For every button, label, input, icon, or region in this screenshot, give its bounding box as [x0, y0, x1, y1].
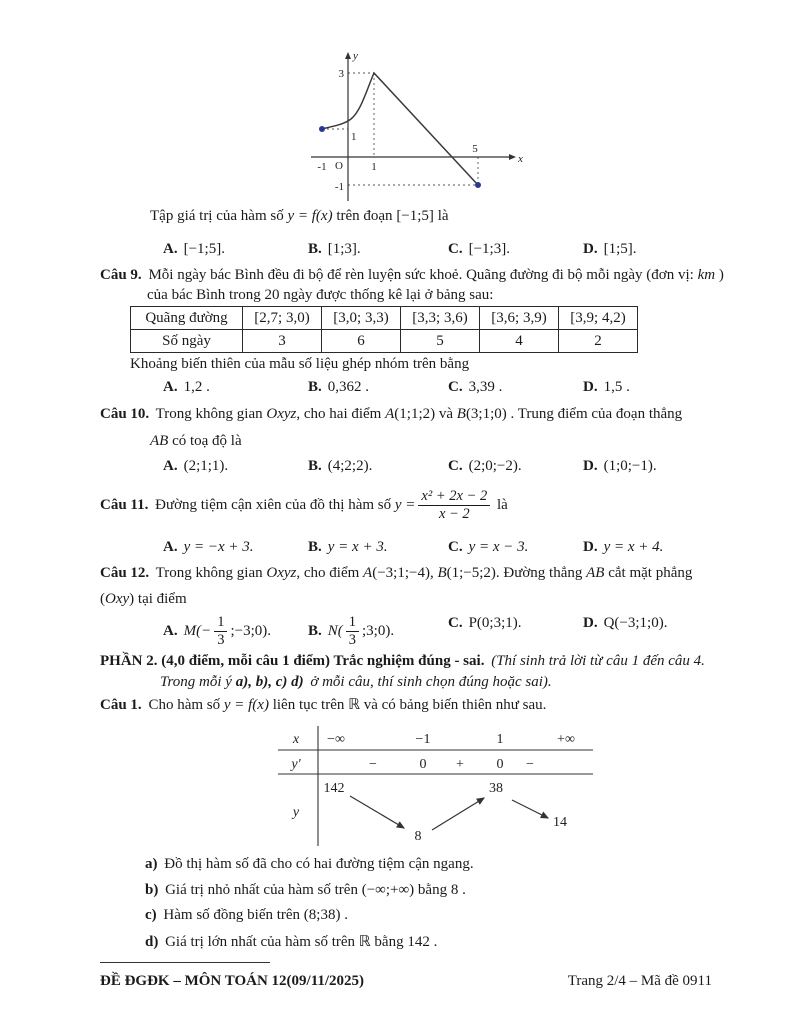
function-curve	[322, 73, 478, 185]
option-b-label: B.	[308, 379, 322, 395]
table-cell: 6	[322, 330, 401, 353]
option-d-text: Q(−3;1;0).	[603, 615, 668, 631]
option-b	[308, 241, 448, 258]
question-11-label: Câu 11.	[100, 497, 149, 514]
footer-divider	[100, 962, 270, 963]
tick-x-neg1: -1	[317, 161, 327, 173]
option-a-text: [−1;5].	[183, 241, 225, 257]
fraction-denominator: 3	[348, 632, 357, 649]
option-d-text: (1;0;−1).	[603, 458, 657, 474]
option-a-label: A.	[163, 458, 178, 474]
option-a-post: ;−3;0).	[230, 623, 272, 640]
option-d	[583, 458, 740, 475]
row-header-distance: Quãng đường	[131, 307, 243, 330]
bbt-x-pos-inf: +∞	[557, 732, 575, 747]
fraction-denominator: x − 2	[438, 506, 470, 523]
option-a	[163, 458, 308, 475]
x-axis-arrow	[509, 154, 516, 160]
y-axis-label: y	[353, 50, 358, 62]
bbt-zero-2: 0	[496, 757, 504, 772]
option-a-text: y = −x + 3.	[183, 539, 254, 555]
bbt-x-neg-inf: −∞	[327, 732, 345, 747]
option-b-label: B.	[308, 458, 322, 474]
option-a-label: A.	[163, 539, 178, 555]
option-c	[448, 615, 583, 648]
option-b-text: (4;2;2).	[327, 458, 373, 474]
bbt-yprime-header: y′	[291, 757, 301, 772]
part2-question-1-text: Câu 1. Cho hàm số y = f(x) liên tục trên ℝ và có bảng biến thiên như sau.	[100, 697, 547, 713]
option-a	[163, 379, 308, 396]
question-11-text	[100, 489, 508, 522]
option-c-text: [−1;3].	[468, 241, 510, 257]
option-d-text: [1;5].	[603, 241, 637, 257]
option-d	[583, 539, 740, 556]
option-d-label: D.	[583, 458, 598, 474]
table-cell: [2,7; 3,0)	[243, 307, 322, 330]
option-a-pre: M(−	[183, 623, 212, 640]
option-a	[163, 241, 308, 258]
fraction-numerator: 1	[214, 615, 227, 632]
option-a-label: A.	[163, 241, 178, 257]
part2-header-line1: PHẦN 2. (4,0 điểm, mỗi câu 1 điểm) Trắc nghiệm đúng - sai. (Thí sinh trả lời từ câu 1 đến câu 4.	[100, 653, 705, 669]
option-b-text: 0,362 .	[327, 379, 370, 395]
table-row-distance	[131, 307, 638, 330]
fraction-numerator: 1	[346, 615, 359, 632]
question-8-options	[100, 241, 740, 258]
question-12-text-line2: (Oxy) tại điểm	[100, 591, 187, 607]
frequency-table	[130, 306, 638, 353]
option-c	[448, 458, 583, 475]
option-d-label: D.	[583, 539, 598, 555]
variation-table-svg	[278, 724, 593, 848]
option-c-label: C.	[448, 379, 463, 395]
table-row-days	[131, 330, 638, 353]
function-graph	[303, 45, 533, 212]
table-cell: [3,6; 3,9)	[480, 307, 559, 330]
footer-page-number: Trang 2/4 – Mã đề 0911	[567, 973, 712, 989]
bbt-x-neg1: −1	[415, 732, 431, 747]
bbt-arrow-down-2	[512, 800, 548, 818]
question-8-text: Tập giá trị của hàm số y = f(x) trên đoạn [−1;5] là	[150, 208, 449, 224]
question-10-text-line1: Câu 10. Trong không gian Oxyz, cho hai điểm A(1;1;2) và B(3;1;0) . Trung điểm của đoạn thẳng	[100, 406, 683, 422]
bbt-sign-3: −	[526, 757, 534, 772]
tick-y-1: 1	[351, 131, 357, 143]
table-cell: [3,9; 4,2)	[559, 307, 638, 330]
endpoint-dot-left	[319, 126, 325, 132]
tick-y-neg1: -1	[334, 181, 344, 193]
table-cell: [3,0; 3,3)	[322, 307, 401, 330]
question-9-text-line2: của bác Bình trong 20 ngày được thống kê lại ở bảng sau:	[147, 287, 494, 303]
statement-a: a) Đồ thị hàm số đã cho có hai đường tiệm cận ngang.	[145, 856, 474, 872]
option-d	[583, 615, 740, 648]
option-a-label: A.	[163, 379, 178, 395]
bbt-y-max: 38	[489, 781, 503, 796]
option-a	[163, 539, 308, 556]
question-9-options	[100, 379, 740, 396]
question-9-text-line3: Khoảng biến thiên của mẫu số liệu ghép nhóm trên bằng	[130, 356, 470, 372]
footer	[100, 973, 712, 990]
question-12-options	[100, 615, 740, 648]
table-cell: 5	[401, 330, 480, 353]
row-header-days: Số ngày	[131, 330, 243, 353]
option-c-label: C.	[448, 458, 463, 474]
bbt-y-header: y	[292, 805, 300, 820]
option-c-text: (2;0;−2).	[468, 458, 522, 474]
tick-x-1: 1	[371, 161, 377, 173]
question-10-text-line2: AB có toạ độ là	[150, 433, 242, 449]
bbt-arrow-up	[432, 798, 484, 830]
origin-label: O	[335, 160, 343, 172]
bbt-sign-1: −	[369, 757, 377, 772]
option-d-text: y = x + 4.	[603, 539, 664, 555]
option-a	[163, 615, 308, 648]
footer-exam-title: ĐỀ ĐGĐK – MÔN TOÁN 12(09/11/2025)	[100, 973, 365, 989]
question-11-text-1: Đường tiệm cận xiên của đồ thị hàm số	[151, 497, 395, 514]
bbt-arrow-down-1	[350, 796, 404, 828]
option-a-text: 1,2 .	[183, 379, 210, 395]
option-d-label: D.	[583, 615, 598, 631]
option-c-label: C.	[448, 615, 463, 631]
option-c	[448, 379, 583, 396]
y-axis-arrow	[345, 52, 351, 59]
statement-b: b) Giá trị nhỏ nhất của hàm số trên (−∞;+∞) bằng 8 .	[145, 882, 466, 898]
option-d-text: 1,5 .	[603, 379, 630, 395]
function-graph-svg	[303, 45, 533, 207]
option-b-label: B.	[308, 623, 322, 640]
option-a-fraction	[214, 615, 227, 648]
option-b-post: ;3;0).	[362, 623, 395, 640]
tick-x-5: 5	[472, 143, 478, 155]
question-12-text-line1: Câu 12. Trong không gian Oxyz, cho điểm A(−3;1;−4), B(1;−5;2). Đường thẳng AB cắt mặt phẳng	[100, 565, 693, 581]
option-b	[308, 615, 448, 648]
option-b-text: y = x + 3.	[327, 539, 388, 555]
question-10-options	[100, 458, 740, 475]
endpoint-dot-right	[475, 182, 481, 188]
option-c-label: C.	[448, 539, 463, 555]
tick-y-3: 3	[338, 68, 344, 80]
bbt-y-min: 8	[414, 829, 422, 844]
option-c-text: 3,39 .	[468, 379, 503, 395]
bbt-x-1: 1	[496, 732, 504, 747]
option-c	[448, 539, 583, 556]
question-9-text-line1: Câu 9. Mỗi ngày bác Bình đều đi bộ để rèn luyện sức khoẻ. Quãng đường đi bộ mỗi ngày (đơn vị: km )	[100, 267, 724, 283]
table-cell: 2	[559, 330, 638, 353]
option-d	[583, 379, 740, 396]
option-d-label: D.	[583, 241, 598, 257]
option-c-text: y = x − 3.	[468, 539, 529, 555]
part2-header-line2: Trong mỗi ý a), b), c) d) ở mỗi câu, thí sinh chọn đúng hoặc sai).	[160, 674, 552, 690]
option-a-label: A.	[163, 623, 178, 640]
statement-d: d) Giá trị lớn nhất của hàm số trên ℝ bằng 142 .	[145, 934, 438, 950]
option-b	[308, 539, 448, 556]
x-axis-label: x	[518, 153, 523, 165]
option-b	[308, 458, 448, 475]
question-11-options	[100, 539, 740, 556]
option-b	[308, 379, 448, 396]
bbt-zero-1: 0	[419, 757, 427, 772]
fraction-denominator: 3	[217, 632, 225, 649]
option-d-label: D.	[583, 379, 598, 395]
option-c	[448, 241, 583, 258]
option-b-label: B.	[308, 241, 322, 257]
bbt-x-header: x	[292, 732, 300, 747]
option-b-fraction	[346, 615, 359, 648]
option-b-label: B.	[308, 539, 322, 555]
option-c-label: C.	[448, 241, 463, 257]
bbt-y-right: 14	[553, 815, 567, 830]
question-11-lhs: y =	[394, 497, 416, 514]
statement-c: c) Hàm số đồng biến trên (8;38) .	[145, 907, 348, 923]
question-11-fraction	[418, 489, 490, 522]
fraction-numerator: x² + 2x − 2	[418, 489, 490, 506]
bbt-y-left: 142	[323, 781, 345, 796]
bbt-sign-2: +	[456, 757, 464, 772]
option-a-text: (2;1;1).	[183, 458, 229, 474]
option-b-pre: N(	[327, 623, 343, 640]
option-c-text: P(0;3;1).	[468, 615, 522, 631]
question-11-text-2: là	[493, 497, 508, 514]
table-cell: 3	[243, 330, 322, 353]
table-cell: 4	[480, 330, 559, 353]
option-d	[583, 241, 740, 258]
table-cell: [3,3; 3,6)	[401, 307, 480, 330]
variation-table	[278, 724, 593, 853]
option-b-text: [1;3].	[327, 241, 361, 257]
